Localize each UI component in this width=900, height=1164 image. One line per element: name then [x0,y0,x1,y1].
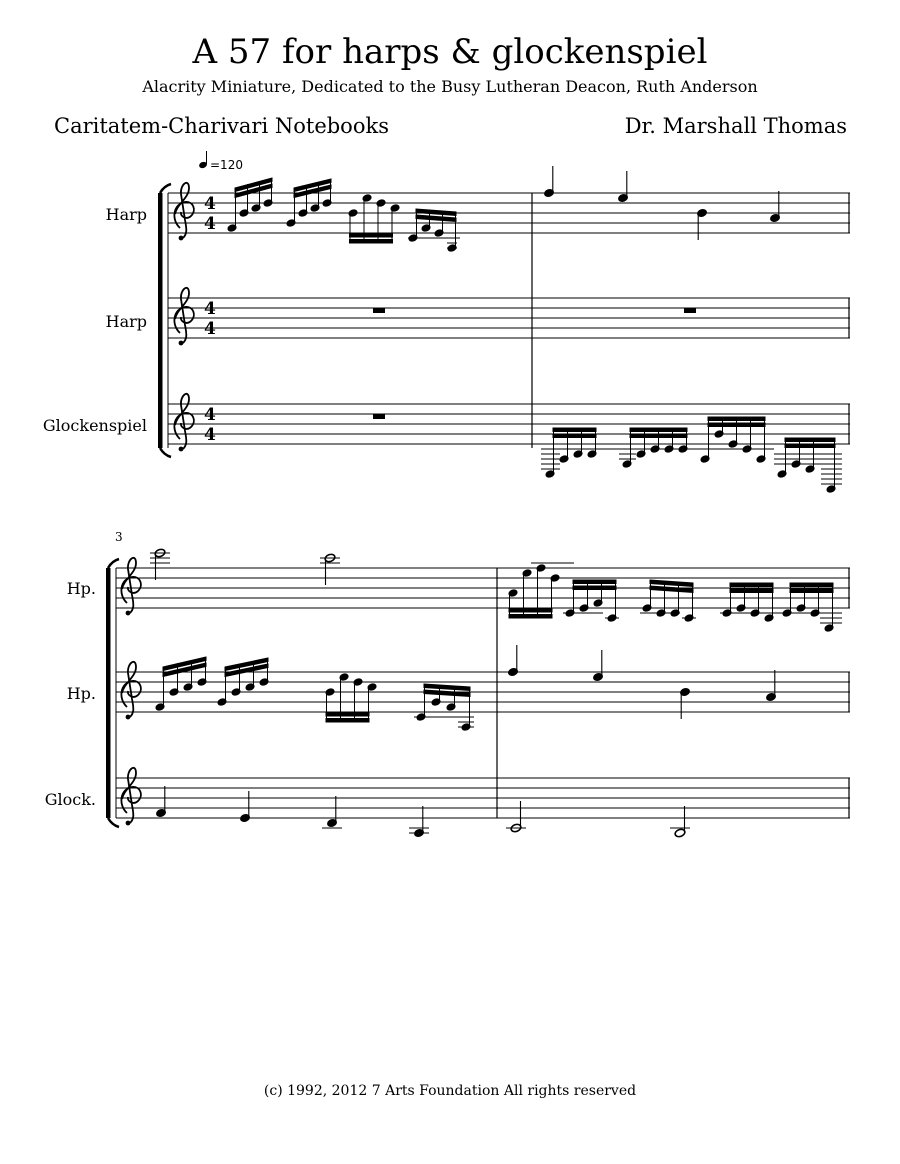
harp1-m1-notes [227,178,460,252]
collection-name: Caritatem-Charivari Notebooks [54,114,389,138]
svg-text:=120: =120 [210,158,243,172]
system-1 [158,166,850,493]
staff-hp-1 [116,568,850,608]
piece-title: A 57 for harps & glockenspiel [192,32,708,72]
instrument-label-harp-1: Harp [105,205,147,224]
hp2-m3-notes [155,657,474,731]
instrument-label-hp-1: Hp. [66,579,96,598]
treble-clef [174,183,193,241]
glock-m2-notes [541,417,842,493]
treble-clef [174,288,193,346]
staff-harp-2 [168,298,850,338]
staff-harp-1 [168,193,850,233]
measure-number: 3 [115,530,123,544]
instrument-label-harp-2: Harp [105,312,147,331]
treble-clef [121,558,140,616]
treble-clef [121,662,140,720]
instrument-label-glockenspiel: Glockenspiel [42,416,147,435]
staff-glock [116,778,850,818]
svg-text:4: 4 [204,299,216,319]
svg-text:4: 4 [204,405,216,425]
glock-whole-rest [373,414,385,419]
svg-text:4: 4 [204,214,216,234]
instrument-label-glock: Glock. [44,790,96,809]
svg-text:4: 4 [204,425,216,445]
hp1-m3-notes [150,548,340,585]
piece-subtitle: Alacrity Miniature, Dedicated to the Busy Lutheran Deacon, Ruth Anderson [142,77,758,96]
svg-text:4: 4 [204,319,216,339]
svg-text:4: 4 [204,194,216,214]
system-2 [106,530,850,838]
harp2-whole-rests [373,308,696,313]
tempo-marking [198,151,243,172]
instrument-label-hp-2: Hp. [66,684,96,703]
treble-clef [121,768,140,826]
staff-hp-2 [116,672,850,712]
composer-name: Dr. Marshall Thomas [624,114,847,138]
glock-m4-notes [506,801,690,838]
glock-m3-notes [156,786,429,838]
copyright-notice: (c) 1992, 2012 7 Arts Foundation All rights reserved [263,1083,637,1099]
time-signature [204,194,216,445]
treble-clef [174,394,193,452]
